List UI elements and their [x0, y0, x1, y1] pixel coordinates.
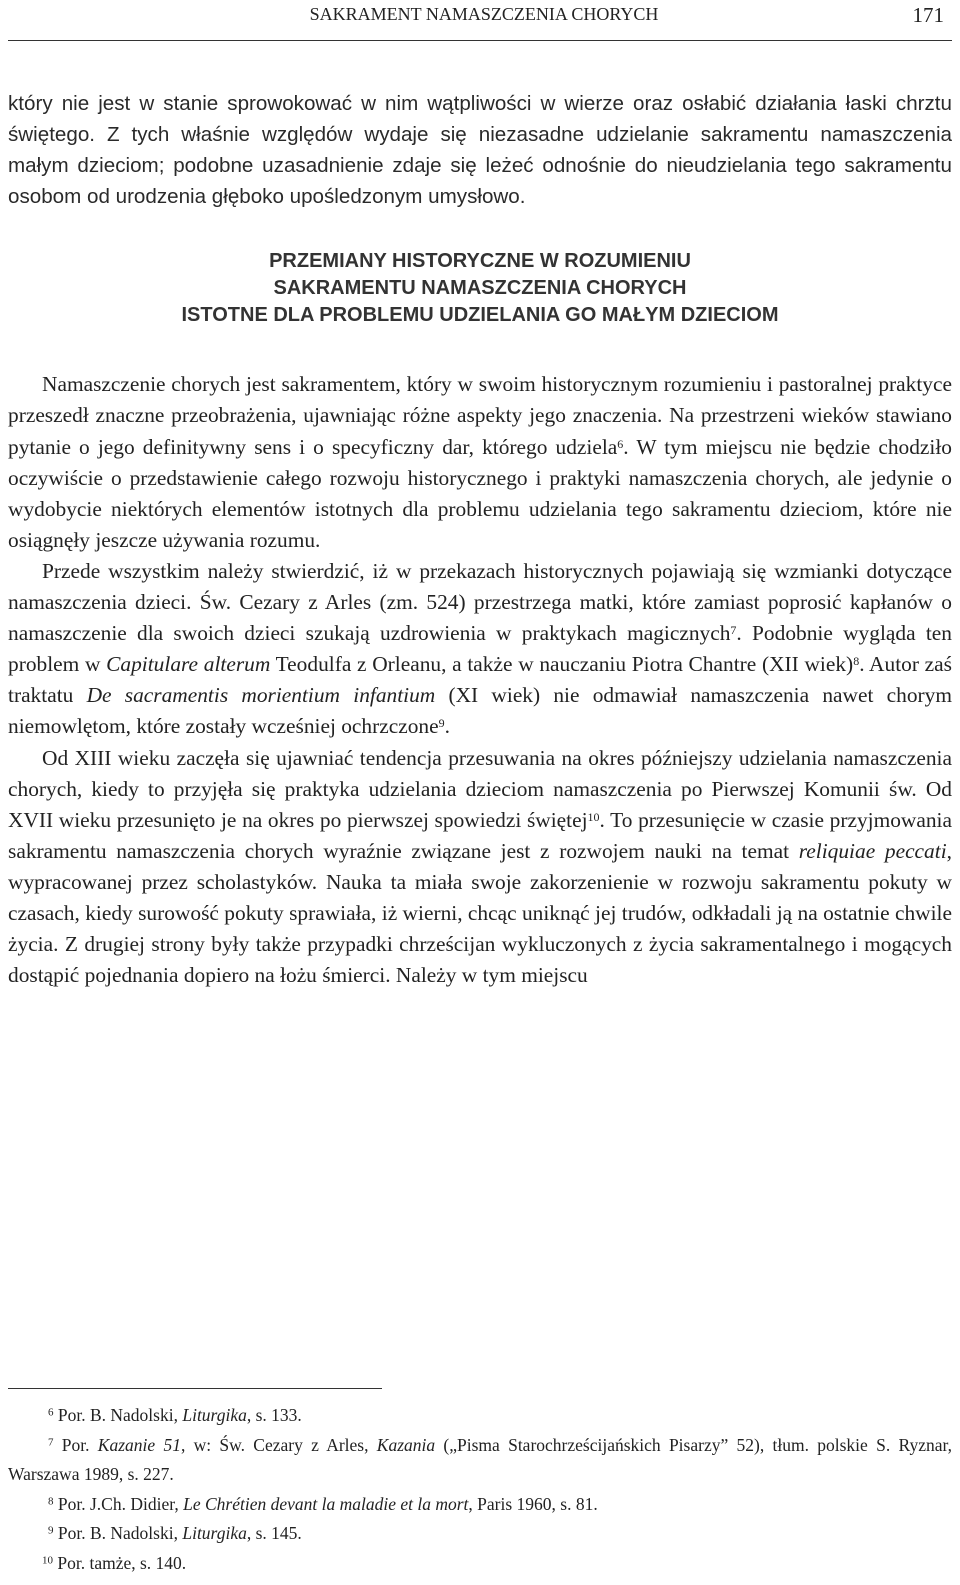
header-rule	[8, 40, 952, 41]
footnote-number: 6	[48, 1406, 54, 1419]
text-run: . Autor zaś traktatu	[8, 652, 952, 708]
footnote-text: , s. 133.	[246, 1405, 302, 1425]
page-number: 171	[912, 3, 944, 27]
footnote-italic: Kazania	[376, 1434, 436, 1455]
heading-line-2: SAKRAMENTU NAMASZCZENIA CHORYCH	[273, 277, 687, 300]
footnote-text: Por. B. Nadolski,	[53, 1405, 183, 1425]
footnote-9	[8, 1519, 952, 1549]
footnote-text: („Pisma Starochrześcijańskich Pisarzy” 52), tłum. polskie S. Ryznar, Warszawa 1989, s. 227.	[8, 1434, 952, 1484]
text-run: .	[444, 714, 450, 739]
footnote-text: Por. B. Nadolski,	[53, 1523, 183, 1543]
footnote-italic: Kazanie 51	[97, 1434, 181, 1455]
text-run: , wypracowanej przez scholastyków. Nauka ta miała swoje zakorzenienie w rozwoju sakramentu pokuty w czasach, kiedy surowość pokuty sprawiała, iż wierni, chcąc uniknąć jej trudów, odkładali ją na ostatnie chwile życia. Z drugiej strony były także przypadki chrześcijan wykluczonych z życia sakramentalnego i mogących dostąpić pojednania dopiero na łożu śmierci. Należy w tym miejscu	[8, 838, 952, 988]
italic-title: Capitulare alterum	[106, 652, 271, 677]
text-run: Teodulfa z Orleanu, a także w nauczaniu Piotra Chantre (XII wiek)	[270, 652, 854, 677]
footnote-separator	[8, 1388, 382, 1389]
paragraph-continuation: który nie jest w stanie sprowokować w nim wątpliwości w wierze oraz osłabić działania łaski chrztu świętego. Z tych właśnie względów wydaje się niezasadne udzielanie sakramentu namaszczenia małym dzieciom; podobne uzasadnienie zdaje się leżeć odnośnie do nieudzielania tego sakramentu osobom od urodzenia głęboko upośledzonym umysłowo.	[8, 92, 952, 209]
text-run: . W tym miejscu nie będzie chodziło oczywiście o przedstawienie całego rozwoju historycznego i praktyki namaszczenia chorych, ale jedynie o wydobycie niektórych elementów istotnych dla problemu udzielania tego sakramentu dzieciom, które nie osiągnęły jeszcze używania rozumu.	[8, 434, 952, 552]
footnote-italic: Liturgika	[182, 1523, 247, 1543]
italic-term: reliquiae peccati	[798, 838, 947, 863]
footnote-ref-9[interactable]: 9	[438, 716, 445, 731]
footnote-number: 10	[42, 1554, 53, 1566]
body-text	[8, 88, 952, 991]
footnote-number: 9	[48, 1524, 54, 1537]
section-heading	[8, 248, 952, 329]
text-run: Namaszczenie chorych jest sakramentem, który w swoim historycznym rozumieniu i pastoralnej praktyce przeszedł znaczne przeobrażenia, ujawniając różne aspekty jego znaczenia. Na przestrzeni wieków stawiano pytanie o jego definitywny sens i o specyficzny dar, którego udziela	[8, 372, 952, 459]
footnote-text: , w: Św. Cezary z Arles,	[180, 1434, 377, 1455]
text-run: . Podobnie wygląda ten problem w	[8, 621, 952, 677]
footnotes	[8, 1401, 952, 1578]
footnote-ref-8[interactable]: 8	[853, 654, 860, 669]
running-header	[8, 0, 952, 40]
running-title: SAKRAMENT NAMASZCZENIA CHORYCH	[309, 4, 659, 24]
footnote-ref-10[interactable]: 10	[587, 809, 600, 824]
footnote-6	[8, 1401, 952, 1431]
italic-title: De sacramentis morientium infantium	[86, 683, 436, 708]
footnote-10	[8, 1549, 952, 1579]
footnote-8	[8, 1490, 952, 1520]
footnote-ref-6[interactable]: 6	[617, 436, 624, 451]
paragraph-2	[8, 556, 952, 743]
text-run: Od XIII wieku zaczęła się ujawniać tendencja przesuwania na okres późniejszy udzielania namaszczenia chorych, kiedy to przyjęła się praktyka udzielania dzieciom namaszczenia po Pierwszej Komunii św. Od XVII wieku przesunięto je na okres po pierwszej spowiedzi świętej	[8, 745, 952, 832]
text-run: Przede wszystkim należy stwierdzić, iż w przekazach historycznych pojawiają się wzmianki dotyczące namaszczenia dzieci. Św. Cezary z Arles (zm. 524) przestrzega matki, które zamiast poprosić kapłanów o namaszczenie dla swoich dzieci szukają uzdrowienia w praktykach magicznych	[8, 558, 952, 646]
paragraph-1	[8, 369, 952, 556]
footnote-text: Por. J.Ch. Didier,	[53, 1493, 184, 1514]
footnote-text: , s. 145.	[246, 1523, 302, 1543]
heading-line-1: PRZEMIANY HISTORYCZNE W ROZUMIENIU	[269, 250, 691, 273]
footnote-italic: Liturgika	[182, 1405, 247, 1425]
footnote-text: , Paris 1960, s. 81.	[468, 1493, 598, 1514]
footnote-ref-7[interactable]: 7	[730, 623, 737, 638]
text-run: (XI wiek) nie odmawiał namaszczenia nawet chorym niemowlętom, które zostały wcześniej ochrzczone	[8, 683, 952, 739]
text-run: . To przesunięcie w czasie przyjmowania sakramentu namaszczenia chorych wyraźnie związane jest z rozwojem nauki na temat	[8, 807, 952, 863]
footnote-text: Por. tamże, s. 140.	[53, 1552, 187, 1573]
footnote-7	[8, 1431, 952, 1490]
footnote-italic: Le Chrétien devant la maladie et la mort	[183, 1493, 469, 1514]
footnote-number: 7	[48, 1436, 54, 1448]
footnote-number: 8	[48, 1495, 54, 1507]
heading-line-3: ISTOTNE DLA PROBLEMU UDZIELANIA GO MAŁYM DZIECIOM	[181, 304, 779, 327]
footnote-text: Por.	[53, 1434, 98, 1455]
paragraph-3	[8, 743, 952, 992]
